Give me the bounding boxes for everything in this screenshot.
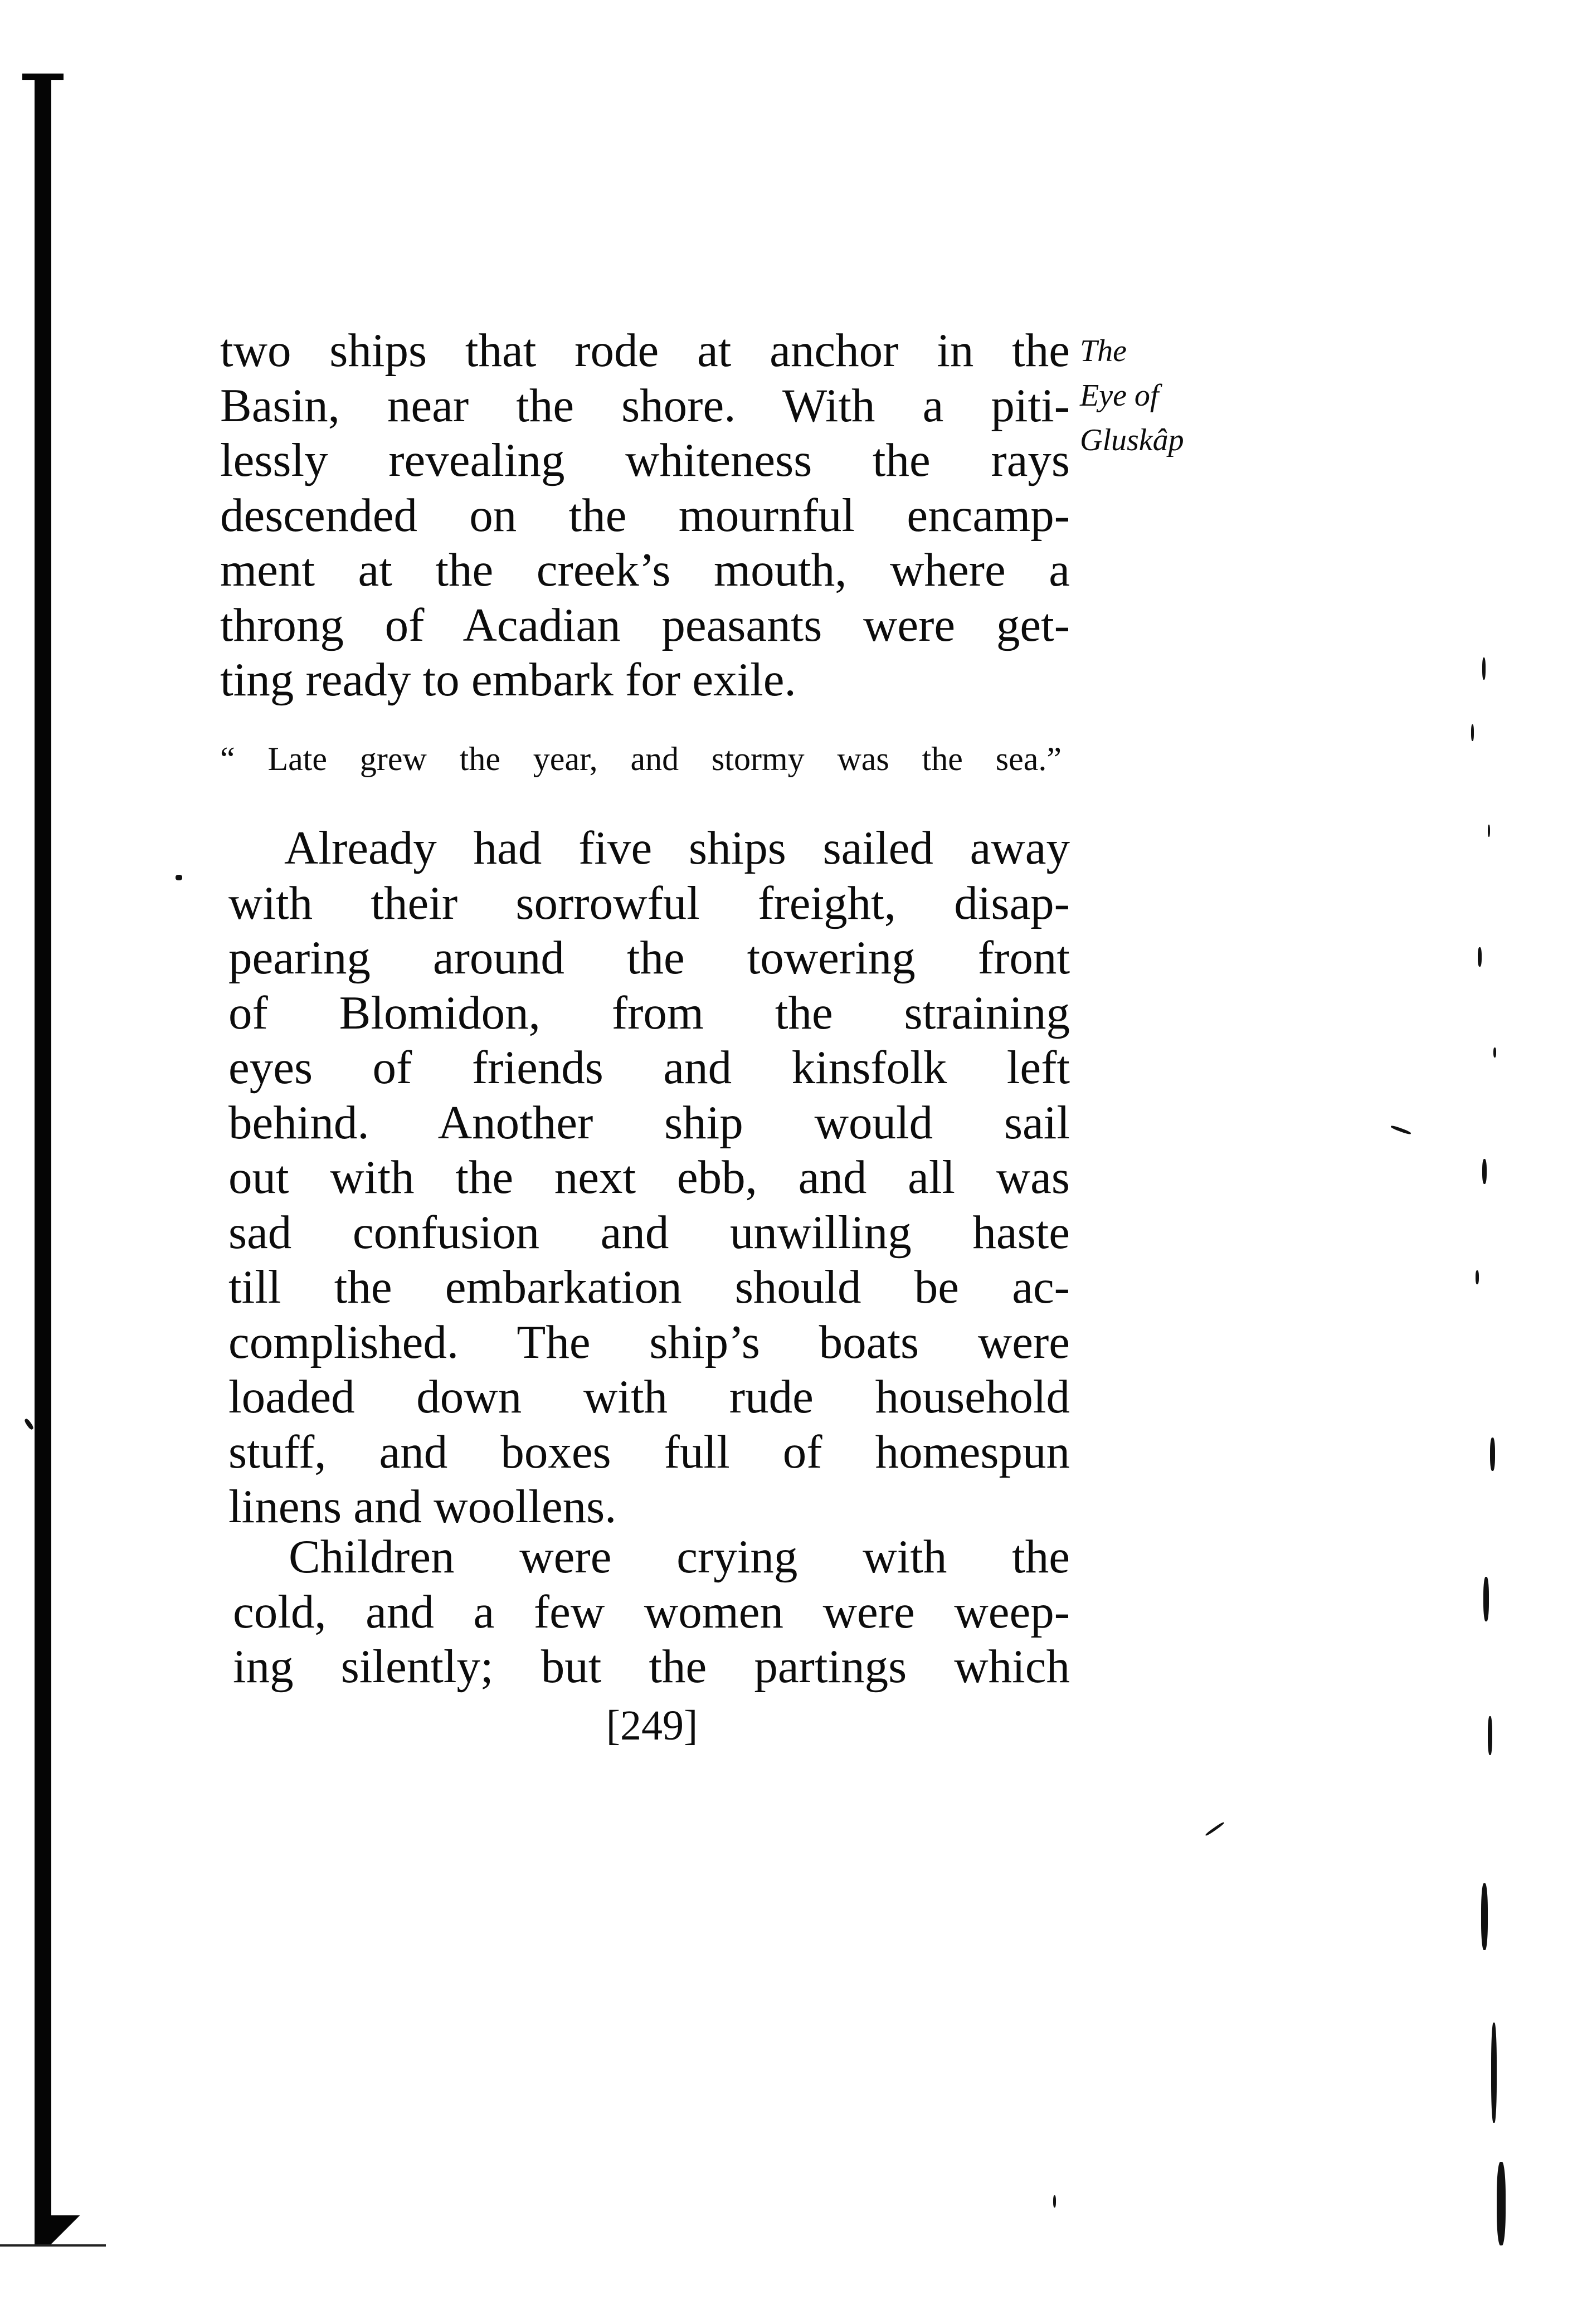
- text-line: pearing around the towering front: [228, 932, 1070, 984]
- text-line: behind. Another ship would sail: [228, 1096, 1070, 1149]
- text-line: eyes of friends and kinsfolk left: [228, 1041, 1070, 1094]
- text-line: ment at the creek’s mouth, where a: [220, 544, 1070, 596]
- paragraph-ships: [228, 821, 1070, 1534]
- scan-speck: [23, 1418, 34, 1431]
- text-line: cold, and a few women were weep-: [233, 1585, 1070, 1638]
- text-line: descended on the mournful encamp-: [220, 489, 1070, 542]
- scan-speck: [1390, 1125, 1411, 1136]
- text-line: sad confusion and unwilling haste: [228, 1206, 1070, 1259]
- scan-bottom-edge: [0, 2244, 106, 2247]
- margin-heading-line: Eye of: [1080, 378, 1159, 413]
- text-line: out with the next ebb, and all was: [228, 1151, 1070, 1204]
- text-line: Children were crying with the: [289, 1531, 1070, 1583]
- text-line: linens and woollens.: [228, 1480, 617, 1533]
- scan-speck: [1053, 2195, 1056, 2208]
- text-line: with their sorrowful freight, disap-: [228, 876, 1070, 929]
- scan-speck: [1205, 1821, 1225, 1836]
- margin-heading-line: Gluskâp: [1080, 423, 1184, 457]
- text-line: complished. The ship’s boats were: [228, 1316, 1070, 1368]
- text-line: ting ready to embark for exile.: [220, 654, 796, 706]
- scan-edge-noise: [1466, 657, 1532, 2251]
- text-line: Basin, near the shore. With a piti-: [220, 379, 1070, 432]
- text-line: Already had five ships sailed away: [284, 822, 1070, 874]
- scan-binding-edge: [35, 76, 51, 2246]
- text-line: of Blomidon, from the straining: [228, 986, 1070, 1039]
- text-line: stuff, and boxes full of homespun: [228, 1425, 1070, 1478]
- text-line: throng of Acadian peasants were get-: [220, 598, 1070, 651]
- epigraph-quotation: “ Late grew the year, and stormy was the sea.”: [220, 740, 1062, 777]
- margin-running-heading: [1080, 329, 1225, 462]
- text-line: loaded down with rude household: [228, 1371, 1070, 1423]
- margin-heading-line: The: [1080, 334, 1127, 368]
- text-line: two ships that rode at anchor in the: [220, 324, 1070, 377]
- text-line: ing silently; but the partings which: [233, 1640, 1070, 1693]
- paragraph-continuation: [220, 323, 1070, 708]
- text-line: till the embarkation should be ac-: [228, 1261, 1070, 1313]
- page-number: [249]: [606, 1702, 698, 1749]
- scan-speck: [176, 875, 182, 880]
- paragraph-children: [233, 1529, 1070, 1694]
- text-line: lessly revealing whiteness the rays: [220, 434, 1070, 486]
